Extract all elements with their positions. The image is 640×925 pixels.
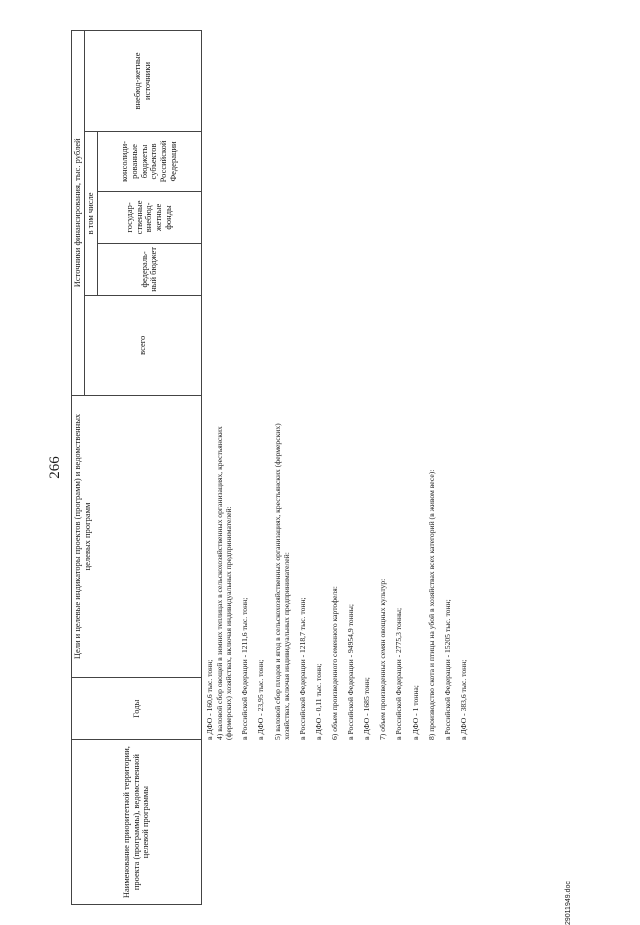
list-item: в Российской Федерации - 1211,6 тыс. тонн; xyxy=(240,597,250,740)
list-item: в ДФО - 1 тонна; xyxy=(410,685,420,740)
list-item: в ДФО - 1685 тонн; xyxy=(362,677,372,740)
header-consolidated: консолиди-рованные бюджеты субъектов Российской Федерации xyxy=(97,131,201,191)
list-item: 5) валовой сбор плодов и ягод в сельскохозяйственных организациях, крестьянских (фермерских) хозяйствах, включая индивидуальных предпринимателей: xyxy=(272,423,291,740)
list-item: в ДФО - 0,11 тыс. тонн; xyxy=(313,663,323,740)
list-item: в Российской Федерации - 2775,3 тонны; xyxy=(394,607,404,740)
header-goals: Цели и целевые индикаторы проектов (программ) и ведомственных целевых программ xyxy=(72,395,202,678)
list-item: в Российской Федерации - 1218,7 тыс. тонн; xyxy=(297,597,307,740)
list-item: 7) объем произведенных семян овощных культур: xyxy=(378,578,388,740)
financing-table-header xyxy=(71,30,202,905)
indicators-list xyxy=(205,400,475,740)
header-federal: федераль-ный бюджет xyxy=(97,243,201,295)
header-including: в том числе xyxy=(85,131,98,295)
header-extrabudget: внебюд-жетные источники xyxy=(85,31,202,132)
header-sources: Источники финансирования, тыс. рублей xyxy=(72,31,85,396)
header-years: Годы xyxy=(72,678,202,740)
document-code: 29011949.doc xyxy=(565,881,572,925)
list-item: в ДФО - 23,95 тыс. тонн; xyxy=(256,659,266,740)
page-number: 266 xyxy=(47,456,63,479)
list-item: в Российской Федерации - 94954,9 тонны; xyxy=(346,604,356,740)
list-item: 8) производство скота и птицы на убой в хозяйствах всех категорий (в живом весе): xyxy=(426,469,436,740)
list-item: в Российской Федерации - 15205 тыс. тонн; xyxy=(442,599,452,740)
list-item: 6) объем произведенного семенного картофеля: xyxy=(329,586,339,740)
list-item: 4) валовой сбор овощей в зимних теплицах в сельскохозяйственных организациях, крестьянских (фермерских) хозяйствах, включая индивидуальных предпринимателей: xyxy=(215,426,234,740)
header-state-funds: государ-ственные внебюд-жетные фонды xyxy=(97,191,201,243)
header-total: всего xyxy=(85,295,202,395)
list-item: в ДФО - 160,6 тыс. тонн; xyxy=(205,659,214,740)
rotated-sheet xyxy=(45,30,620,925)
list-item: в ДФО - 383,6 тыс. тонн; xyxy=(458,659,468,740)
header-name: Наименование приоритетной территории, проекта (программы), ведомственной целевой программы xyxy=(72,740,202,905)
